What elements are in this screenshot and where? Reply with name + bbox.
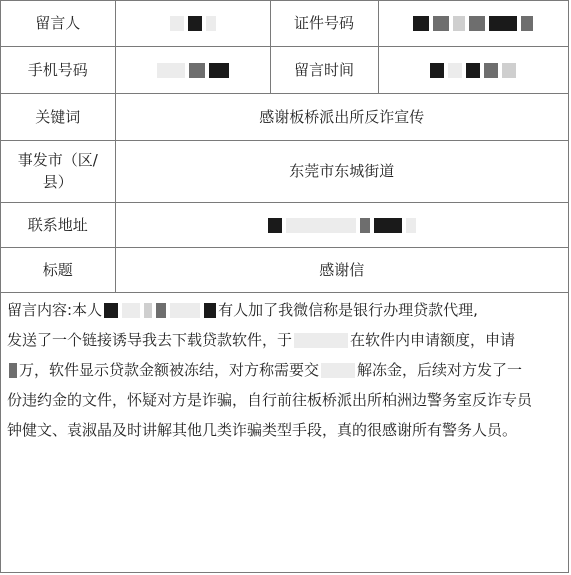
location-label-line1: 事发市（区/	[17, 151, 98, 169]
petitioner-label: 留言人	[1, 1, 115, 46]
row-title	[1, 247, 568, 292]
row-keywords	[1, 93, 568, 140]
row-phone	[1, 46, 568, 93]
message-line-2-suffix: 在软件内申请额度，申请	[350, 330, 516, 349]
message-line-1-prefix: 留言内容:本人	[7, 300, 103, 319]
message-line-2	[7, 325, 562, 355]
location-label	[1, 140, 115, 202]
address-label: 联系地址	[1, 202, 115, 247]
phone-label: 手机号码	[1, 46, 115, 93]
message-line-1	[7, 295, 562, 325]
location-value: 东莞市东城街道	[115, 140, 568, 202]
message-line-1-suffix: 有人加了我微信称是银行办理贷款代理,	[218, 300, 478, 319]
keywords-label: 关键词	[1, 93, 115, 140]
phone-value-redacted	[115, 46, 270, 93]
message-line-2-prefix: 发送了一个链接诱导我去下载贷款软件，于	[7, 330, 293, 349]
petitioner-value-redacted	[115, 1, 270, 46]
location-label-line2: 县）	[42, 173, 73, 191]
message-line-3-prefix: 万，软件显示贷款金额被冻结，对方称需要交	[19, 360, 320, 379]
message-line-4: 份违约金的文件，怀疑对方是诈骗，自行前往板桥派出所柏洲边警务室反诈专员	[7, 390, 533, 409]
title-label: 标题	[1, 247, 115, 292]
message-line-3-suffix: 解冻金，后续对方发了一	[357, 360, 523, 379]
info-table	[1, 1, 568, 293]
title-value: 感谢信	[115, 247, 568, 292]
address-value-redacted	[115, 202, 568, 247]
row-location	[1, 140, 568, 202]
id-number-value-redacted	[378, 1, 568, 46]
keywords-value: 感谢板桥派出所反诈宣传	[115, 93, 568, 140]
row-address	[1, 202, 568, 247]
message-time-label: 留言时间	[270, 46, 378, 93]
message-line-5: 钟健文、袁淑晶及时讲解其他几类诈骗类型手段，真的很感谢所有警务人员。	[7, 420, 518, 439]
row-petitioner	[1, 1, 568, 46]
message-line-3	[7, 355, 562, 385]
message-time-value-redacted	[378, 46, 568, 93]
message-body	[1, 293, 568, 445]
id-number-label: 证件号码	[270, 1, 378, 46]
